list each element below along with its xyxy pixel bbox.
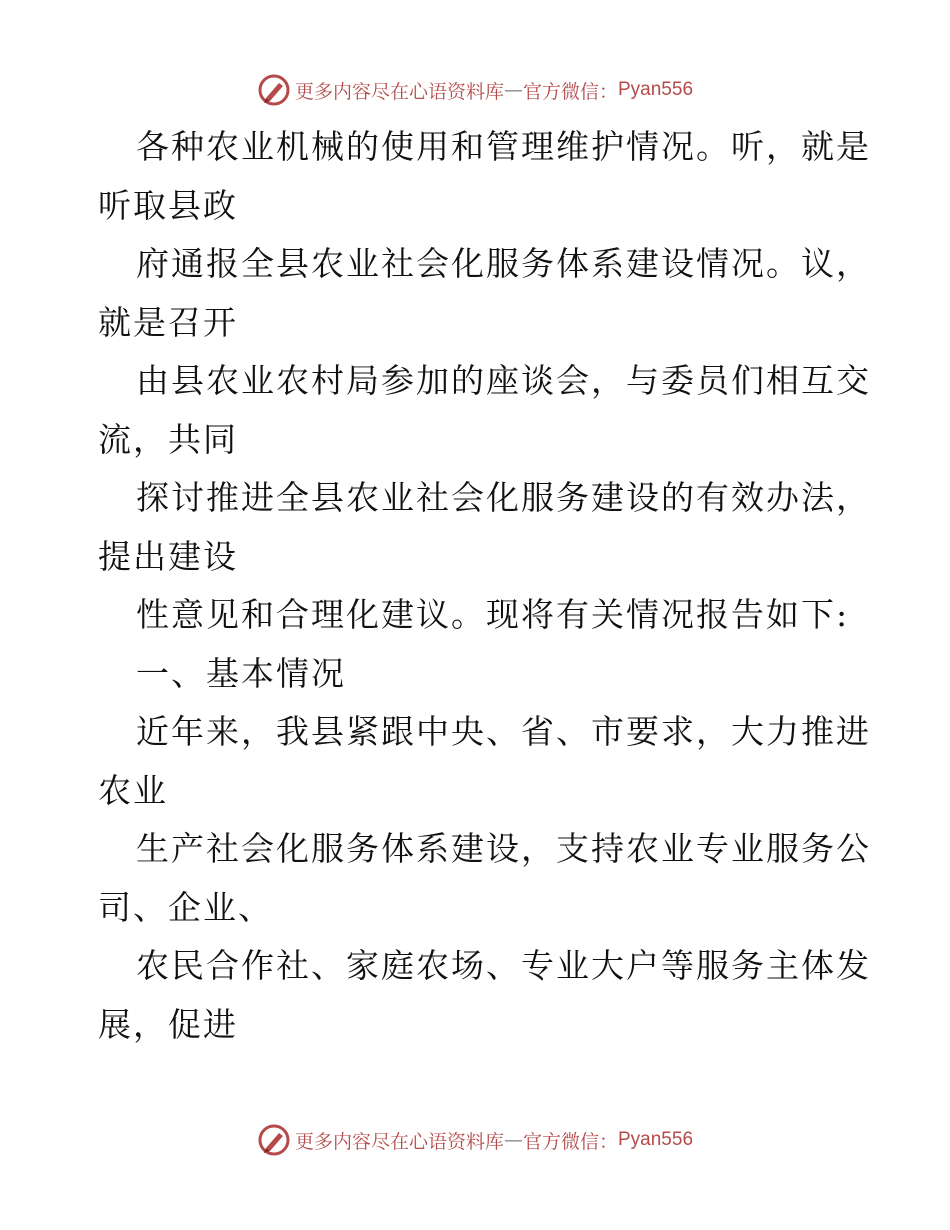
text-line: 府通报全县农业社会化服务体系建设情况。议，	[136, 244, 871, 283]
pen-logo-icon	[257, 1123, 291, 1157]
text-line: 性意见和合理化建议。现将有关情况报告如下:	[136, 595, 850, 634]
section-heading: 一、基本情况	[136, 653, 346, 693]
text-line: 流，共同	[98, 419, 238, 459]
text-line: 各种农业机械的使用和管理维护情况。听，就是	[136, 127, 871, 166]
banner-contact: 官方微信：	[522, 1130, 618, 1153]
text-line: 提出建设	[98, 536, 238, 576]
banner-separator: —	[503, 79, 523, 101]
text-line: 农民合作社、家庭农场、专业大户等服务主体发	[136, 946, 871, 985]
pen-logo-icon	[257, 73, 291, 107]
body-text	[98, 118, 871, 1054]
text-line: 农业	[98, 770, 168, 810]
banner-text: 更多内容尽在心语资料库	[294, 80, 504, 103]
text-line: 近年来，我县紧跟中央、省、市要求，大力推进	[136, 712, 871, 751]
text-line: 就是召开	[98, 302, 238, 342]
banner-handle: Pyan556	[618, 1129, 694, 1150]
footer-banner[interactable]	[0, 1120, 950, 1160]
text-line: 司、企业、	[98, 887, 273, 927]
banner-text: 更多内容尽在心语资料库	[294, 1130, 504, 1153]
text-line: 探讨推进全县农业社会化服务建设的有效办法，	[136, 478, 871, 517]
text-line: 展，促进	[98, 1004, 238, 1044]
text-line: 由县农业农村局参加的座谈会，与委员们相互交	[136, 361, 871, 400]
text-line: 生产社会化服务体系建设，支持农业专业服务公	[136, 829, 871, 868]
banner-separator: —	[503, 1129, 523, 1151]
text-line: 听取县政	[98, 185, 238, 225]
banner-contact: 官方微信：	[522, 80, 618, 103]
banner-handle: Pyan556	[618, 79, 694, 100]
header-banner[interactable]	[0, 70, 950, 110]
